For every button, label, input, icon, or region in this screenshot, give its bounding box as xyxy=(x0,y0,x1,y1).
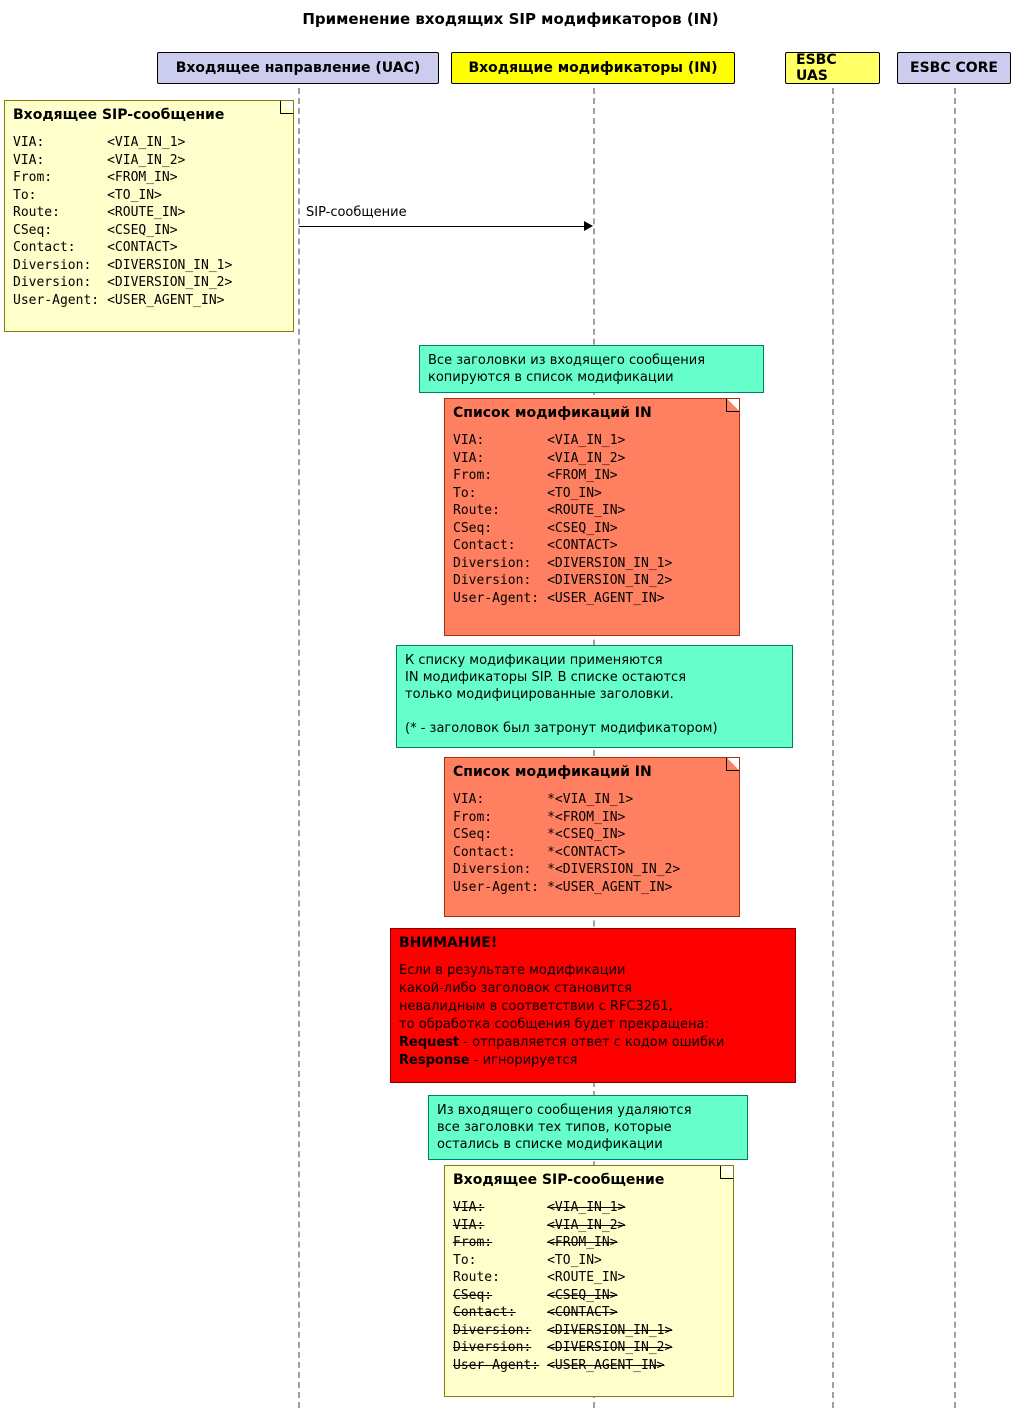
header-row xyxy=(453,826,680,844)
header-row xyxy=(453,1252,672,1270)
header-value: <ROUTE_IN> xyxy=(547,503,626,518)
note-note-apply-modifiers xyxy=(396,645,793,748)
header-value: *<USER_AGENT_IN> xyxy=(547,879,673,895)
header-row xyxy=(13,222,232,240)
note-line: IN модификаторы SIP. В списке остаются xyxy=(405,670,687,685)
header-name: Diversion: xyxy=(453,573,532,588)
header-value: <CONTACT> xyxy=(107,240,178,255)
header-value: <ROUTE_IN> xyxy=(107,205,186,220)
header-name: To: xyxy=(453,1252,477,1268)
header-row xyxy=(453,450,672,468)
header-row xyxy=(453,572,672,590)
header-row xyxy=(453,1304,672,1322)
header-row xyxy=(453,809,680,827)
header-name: User-Agent: xyxy=(453,590,540,606)
header-row xyxy=(13,134,232,152)
header-row xyxy=(453,1357,672,1375)
note-text xyxy=(428,352,755,386)
note-line: Из входящего сообщения удаляются xyxy=(437,1103,692,1118)
participant-label: ESBC CORE xyxy=(910,60,998,76)
participant-core[interactable] xyxy=(897,52,1011,84)
header-row xyxy=(453,861,680,879)
header-row xyxy=(13,292,232,310)
header-name: Diversion: xyxy=(453,862,532,877)
header-name: VIA: xyxy=(453,433,485,448)
header-row xyxy=(453,879,680,897)
note-note-remove-headers xyxy=(428,1095,748,1160)
header-value: *<FROM_IN> xyxy=(547,809,626,825)
header-value: <VIA_IN_2> xyxy=(547,1217,626,1233)
header-name: Contact: xyxy=(453,538,516,553)
header-name: CSeq: xyxy=(453,827,493,842)
note-line: К списку модификации применяются xyxy=(405,653,663,668)
header-value: <ROUTE_IN> xyxy=(547,1270,626,1285)
header-value: <VIA_IN_2> xyxy=(547,450,626,466)
warning-line: Response - игнорируется xyxy=(399,1053,578,1068)
header-value: <FROM_IN> xyxy=(547,1235,618,1250)
header-name: Contact: xyxy=(453,1305,516,1320)
header-row xyxy=(453,1322,672,1340)
header-name: User-Agent: xyxy=(13,292,100,308)
header-value: <USER_AGENT_IN> xyxy=(547,1357,665,1373)
note-line xyxy=(405,703,784,720)
header-name: Route: xyxy=(453,503,500,518)
header-name: VIA: xyxy=(453,1200,485,1215)
message-arrowhead xyxy=(584,221,593,231)
warning-line: Request - отправляется ответ с кодом ошибки xyxy=(399,1035,725,1050)
message-line xyxy=(299,226,585,227)
note-line: копируются в список модификации xyxy=(428,370,674,385)
note-line: все заголовки тех типов, которые xyxy=(437,1120,672,1135)
header-name: CSeq: xyxy=(453,1287,493,1303)
note-incoming-sip-message-2 xyxy=(444,1165,734,1397)
header-table xyxy=(453,1199,672,1374)
lifeline-uas xyxy=(832,88,834,1408)
header-row xyxy=(453,555,672,573)
note-note-copy-headers xyxy=(419,345,764,393)
header-name: Diversion: xyxy=(453,555,532,571)
participant-in[interactable] xyxy=(451,52,735,84)
header-table xyxy=(453,432,672,607)
participant-uac[interactable] xyxy=(157,52,439,84)
warning-line: то обработка сообщения будет прекращена: xyxy=(399,1017,709,1032)
header-table xyxy=(13,134,232,309)
header-row xyxy=(453,1234,672,1252)
warning-line: какой-либо заголовок становится xyxy=(399,981,632,996)
diagram-title: Применение входящих SIP модификаторов (IN) xyxy=(302,10,719,28)
note-text xyxy=(405,652,784,737)
header-value: <USER_AGENT_IN> xyxy=(107,292,225,308)
header-value: <USER_AGENT_IN> xyxy=(547,590,665,606)
header-value: <TO_IN> xyxy=(107,187,162,203)
warning-keyword: Response xyxy=(399,1053,470,1068)
note-title: Входящее SIP-сообщение xyxy=(13,107,225,123)
header-name: User-Agent: xyxy=(453,1357,540,1373)
header-value: <FROM_IN> xyxy=(107,170,178,185)
header-row xyxy=(13,257,232,275)
header-name: To: xyxy=(453,485,477,501)
warning-keyword: Request xyxy=(399,1035,460,1050)
header-name: Route: xyxy=(13,205,60,220)
participant-label: Входящие модификаторы (IN) xyxy=(468,60,718,76)
header-value: *<VIA_IN_1> xyxy=(547,792,634,807)
header-row xyxy=(453,844,680,862)
header-value: <CSEQ_IN> xyxy=(547,520,618,536)
participant-label: Входящее направление (UAC) xyxy=(175,60,421,76)
header-name: Diversion: xyxy=(13,257,92,273)
header-row xyxy=(13,204,232,222)
header-value: <TO_IN> xyxy=(547,1252,602,1268)
header-value: *<DIVERSION_IN_2> xyxy=(547,862,681,877)
header-row xyxy=(13,274,232,292)
header-name: From: xyxy=(453,1235,493,1250)
header-value: <DIVERSION_IN_2> xyxy=(547,573,673,588)
header-value: <DIVERSION_IN_1> xyxy=(107,257,233,273)
note-text xyxy=(437,1102,739,1153)
header-value: *<CONTACT> xyxy=(547,844,626,860)
header-row xyxy=(453,502,672,520)
note-line: Все заголовки из входящего сообщения xyxy=(428,353,706,368)
header-value: <DIVERSION_IN_2> xyxy=(547,1340,673,1355)
note-line: только модифицированные заголовки. xyxy=(405,687,674,702)
header-value: <VIA_IN_2> xyxy=(107,152,186,168)
note-line: (* - заголовок был затронут модификатором) xyxy=(405,721,718,736)
header-value: <FROM_IN> xyxy=(547,468,618,483)
participant-uas[interactable] xyxy=(785,52,880,84)
warning-line: Если в результате модификации xyxy=(399,963,626,978)
header-value: <VIA_IN_1> xyxy=(547,1200,626,1215)
note-line: остались в списке модификации xyxy=(437,1137,663,1152)
warning-title: ВНИМАНИЕ! xyxy=(399,935,498,951)
header-name: VIA: xyxy=(13,135,45,150)
header-value: <DIVERSION_IN_2> xyxy=(107,275,233,290)
header-row xyxy=(13,239,232,257)
header-name: VIA: xyxy=(13,152,45,168)
warning-line: невалидным в соответствии с RFC3261, xyxy=(399,999,673,1014)
participant-label: ESBC UAS xyxy=(796,52,837,84)
header-row xyxy=(453,537,672,555)
note-modification-list-1 xyxy=(444,398,740,636)
header-value: <VIA_IN_1> xyxy=(547,433,626,448)
header-name: Diversion: xyxy=(453,1322,532,1338)
header-row xyxy=(13,152,232,170)
header-value: <CONTACT> xyxy=(547,1305,618,1320)
note-title: Список модификаций IN xyxy=(453,764,652,780)
header-row xyxy=(453,432,672,450)
header-name: VIA: xyxy=(453,1217,485,1233)
header-table xyxy=(453,791,680,896)
note-title: Входящее SIP-сообщение xyxy=(453,1172,665,1188)
header-value: <CSEQ_IN> xyxy=(547,1287,618,1303)
header-row xyxy=(453,1269,672,1287)
header-name: Route: xyxy=(453,1270,500,1285)
lifeline-core xyxy=(954,88,956,1408)
header-name: Contact: xyxy=(13,240,76,255)
header-row xyxy=(13,169,232,187)
header-name: From: xyxy=(13,170,53,185)
header-value: <DIVERSION_IN_1> xyxy=(547,1322,673,1338)
header-row xyxy=(453,485,672,503)
header-value: *<CSEQ_IN> xyxy=(547,827,626,842)
header-name: Diversion: xyxy=(453,1340,532,1355)
note-incoming-sip-message-1 xyxy=(4,100,294,332)
header-row xyxy=(453,791,680,809)
header-name: To: xyxy=(13,187,37,203)
header-name: From: xyxy=(453,468,493,483)
header-name: CSeq: xyxy=(453,520,493,536)
note-note-warning xyxy=(390,928,796,1083)
header-name: VIA: xyxy=(453,792,485,807)
header-row xyxy=(13,187,232,205)
header-row xyxy=(453,1287,672,1305)
header-row xyxy=(453,590,672,608)
header-value: <CSEQ_IN> xyxy=(107,222,178,238)
header-row xyxy=(453,1339,672,1357)
header-row xyxy=(453,1199,672,1217)
header-name: User-Agent: xyxy=(453,879,540,895)
header-value: <VIA_IN_1> xyxy=(107,135,186,150)
header-row xyxy=(453,1217,672,1235)
header-name: From: xyxy=(453,809,493,825)
header-row xyxy=(453,467,672,485)
header-value: <DIVERSION_IN_1> xyxy=(547,555,673,571)
note-title: Список модификаций IN xyxy=(453,405,652,421)
header-name: Contact: xyxy=(453,844,516,860)
header-value: <TO_IN> xyxy=(547,485,602,501)
warning-body xyxy=(399,962,787,1070)
header-row xyxy=(453,520,672,538)
header-name: CSeq: xyxy=(13,222,53,238)
note-modification-list-2 xyxy=(444,757,740,917)
message-label: SIP-сообщение xyxy=(306,205,407,220)
header-value: <CONTACT> xyxy=(547,538,618,553)
header-name: VIA: xyxy=(453,450,485,466)
header-name: Diversion: xyxy=(13,275,92,290)
lifeline-uac xyxy=(298,88,300,1408)
